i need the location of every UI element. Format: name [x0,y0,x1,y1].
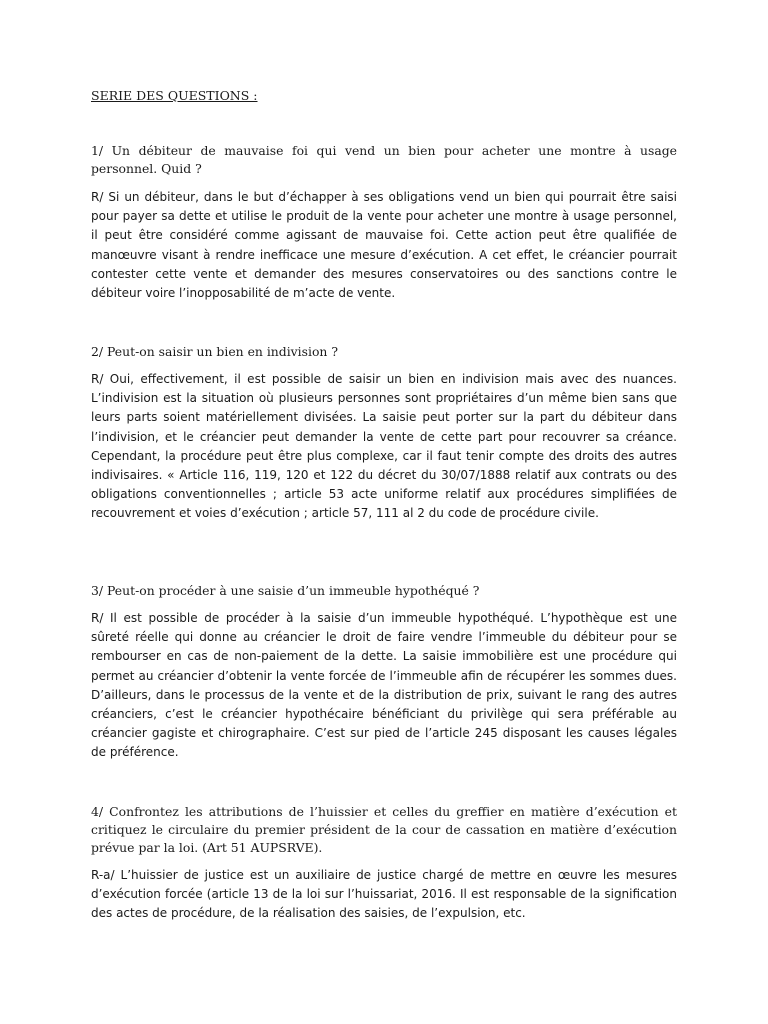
question-3: 3/ Peut-on procéder à une saisie d’un immeuble hypothéqué ? [91,583,480,598]
question-4: 4/ Confrontez les attributions de l’huissier et celles du greffier en matière d’exécution et critiquez le circulaire du premier président de la cour de cassation en matière d’exécution prévue par la loi. (Art 51 AUPSRVE). [91,804,677,855]
answer-1: R/ Si un débiteur, dans le but d’échapper à ses obligations vend un bien qui pourrait être saisi pour payer sa dette et utilise le produit de la vente pour acheter une montre à usage personnel, il peut être considéré comme agissant de mauvaise foi. Cette action peut être qualifiée de manœuvre visant à rendre inefficace une mesure d’exécution. A cet effet, le créancier pourrait contester cette vente et demander des mesures conservatoires ou des sanctions contre le débiteur voire l’inopposabilité de m’acte de vente. [91,190,677,301]
answer-4: R-a/ L’huissier de justice est un auxiliaire de justice chargé de mettre en œuvre les mesures d’exécution forcée (article 13 de la loi sur l’huissariat, 2016. Il est responsable de la signification des actes de procédure, de la réalisation des saisies, de l’expulsion, etc. [91,868,677,921]
document-title: SERIE DES QUESTIONS : [91,88,258,103]
question-2: 2/ Peut-on saisir un bien en indivision ? [91,344,338,359]
answer-2: R/ Oui, effectivement, il est possible de saisir un bien en indivision mais avec des nuances. L’indivision est la situation où plusieurs personnes sont propriétaires d’un même bien sans que leurs parts soient matériellement divisées. La saisie peut porter sur la part du débiteur dans l’indivision, et le créancier peut demander la vente de cette part pour recouvrer sa créance. Cependant, la procédure peut être plus complexe, car il faut tenir compte des droits des autres indivisaires. « Article 116, 119, 120 et 122 du décret du 30/07/1888 relatif aux contrats ou des obligations conventionnelles ; article 53 acte uniforme relatif aux procédures simplifiées de recouvrement et voies d’exécution ; article 57, 111 al 2 du code de procédure civile. [91,372,677,521]
answer-3: R/ Il est possible de procéder à la saisie d’un immeuble hypothéqué. L’hypothèque est une sûreté réelle qui donne au créancier le droit de faire vendre l’immeuble du débiteur pour se rembourser en cas de non-paiement de la dette. La saisie immobilière est une procédure qui permet au créancier d’obtenir la vente forcée de l’immeuble afin de récupérer les sommes dues. D’ailleurs, dans le processus de la vente et de la distribution de prix, suivant le rang des autres créanciers, c’est le créancier hypothécaire bénéficiant du privilège qui sera préférable au créancier gagiste et chirographaire. C’est sur pied de l’article 245 disposant les causes légales de préférence. [91,611,677,760]
question-1: 1/ Un débiteur de mauvaise foi qui vend un bien pour acheter une montre à usage personnel. Quid ? [91,143,677,176]
